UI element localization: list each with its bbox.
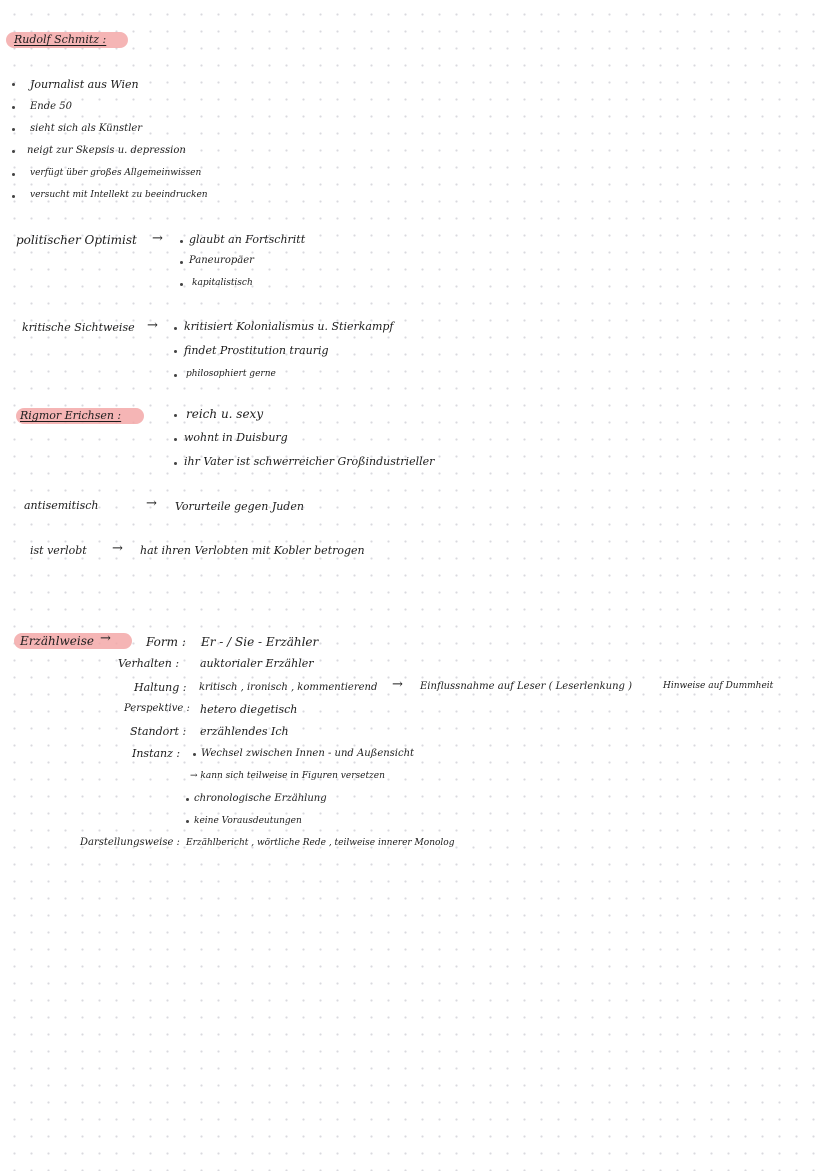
- instanz-label: Instanz :: [132, 747, 181, 760]
- form-label: Form :: [146, 635, 186, 649]
- haltung-value: kritisch , ironisch , kommentierend: [199, 682, 378, 693]
- perspektive-label: Perspektive :: [124, 703, 190, 714]
- optimist-item: kapitalistisch: [192, 278, 253, 288]
- bullet-dot: [186, 820, 189, 823]
- haltung-effect: Einflussnahme auf Leser ( Leserlenkung ): [420, 681, 633, 692]
- bullet-dot: [12, 83, 15, 86]
- bullet-dot: [174, 327, 177, 330]
- erzaehlweise-heading: Erzählweise: [20, 634, 95, 648]
- instanz-item: chronologische Erzählung: [194, 793, 327, 804]
- bullet-dot: [174, 350, 177, 353]
- rigmor-item: ihr Vater ist schwerreicher Großindustrieller: [184, 455, 435, 468]
- verhalten-value: auktorialer Erzähler: [200, 657, 314, 670]
- bullet-dot: [12, 128, 15, 131]
- bullet-dot: [180, 261, 183, 264]
- optimist-label: politischer Optimist: [16, 233, 137, 247]
- kritisch-item: findet Prostitution traurig: [184, 344, 329, 357]
- rudolf-bullet: neigt zur Skepsis u. depression: [27, 145, 186, 156]
- rudolf-bullet: verfügt über großes Allgemeinwissen: [30, 168, 202, 178]
- bullet-dot: [12, 195, 15, 198]
- bullet-dot: [186, 798, 189, 801]
- kritisch-item: kritisiert Kolonialismus u. Stierkampf: [184, 320, 394, 333]
- rudolf-bullet: Journalist aus Wien: [30, 78, 139, 91]
- rigmor-item: reich u. sexy: [186, 407, 264, 421]
- rudolf-bullet: sieht sich als Künstler: [30, 123, 143, 134]
- rudolf-heading: Rudolf Schmitz :: [14, 33, 107, 46]
- bullet-dot: [174, 374, 177, 377]
- bullet-dot: [174, 462, 177, 465]
- instanz-item: Wechsel zwischen Innen - und Außensicht: [201, 748, 415, 759]
- arrow-icon: →: [152, 231, 163, 246]
- standort-label: Standort :: [130, 725, 187, 738]
- bullet-dot: [12, 106, 15, 109]
- bullet-dot: [180, 240, 183, 243]
- kritisch-item: philosophiert gerne: [186, 369, 276, 379]
- instanz-item: keine Vorausdeutungen: [194, 816, 302, 826]
- arrow-icon: →: [392, 677, 403, 692]
- bullet-dot: [174, 438, 177, 441]
- antisemitisch-label: antisemitisch: [24, 499, 99, 512]
- rigmor-heading: Rigmor Erichsen :: [20, 409, 122, 422]
- verlobt-label: ist verlobt: [30, 544, 87, 557]
- form-value: Er - / Sie - Erzähler: [201, 635, 319, 649]
- haltung-extra: Hinweise auf Dummheit: [663, 681, 774, 691]
- antisemitisch-text: Vorurteile gegen Juden: [175, 500, 304, 513]
- arrow-icon: →: [147, 318, 158, 333]
- rigmor-item: wohnt in Duisburg: [184, 431, 288, 444]
- arrow-icon: →: [146, 496, 157, 511]
- rudolf-bullet: Ende 50: [30, 101, 72, 112]
- rudolf-bullet: versucht mit Intellekt zu beeindrucken: [30, 190, 208, 200]
- verhalten-label: Verhalten :: [118, 657, 180, 670]
- arrow-icon: →: [100, 631, 111, 646]
- optimist-item: Paneuropäer: [189, 255, 254, 266]
- bullet-dot: [193, 753, 196, 756]
- perspektive-value: hetero diegetisch: [200, 703, 298, 716]
- arrow-icon: →: [112, 541, 123, 556]
- darstellung-value: Erzählbericht , wörtliche Rede , teilweise innerer Monolog: [186, 838, 455, 848]
- haltung-label: Haltung :: [134, 681, 187, 694]
- bullet-dot: [174, 414, 177, 417]
- kritisch-label: kritische Sichtweise: [22, 321, 135, 334]
- instanz-item: → kann sich teilweise in Figuren versetzen: [190, 771, 385, 781]
- bullet-dot: [12, 173, 15, 176]
- bullet-dot: [12, 150, 15, 153]
- optimist-item: glaubt an Fortschritt: [189, 233, 306, 246]
- verlobt-text: hat ihren Verlobten mit Kobler betrogen: [140, 544, 365, 557]
- bullet-dot: [180, 283, 183, 286]
- darstellung-label: Darstellungsweise :: [80, 837, 180, 848]
- standort-value: erzählendes Ich: [200, 725, 289, 738]
